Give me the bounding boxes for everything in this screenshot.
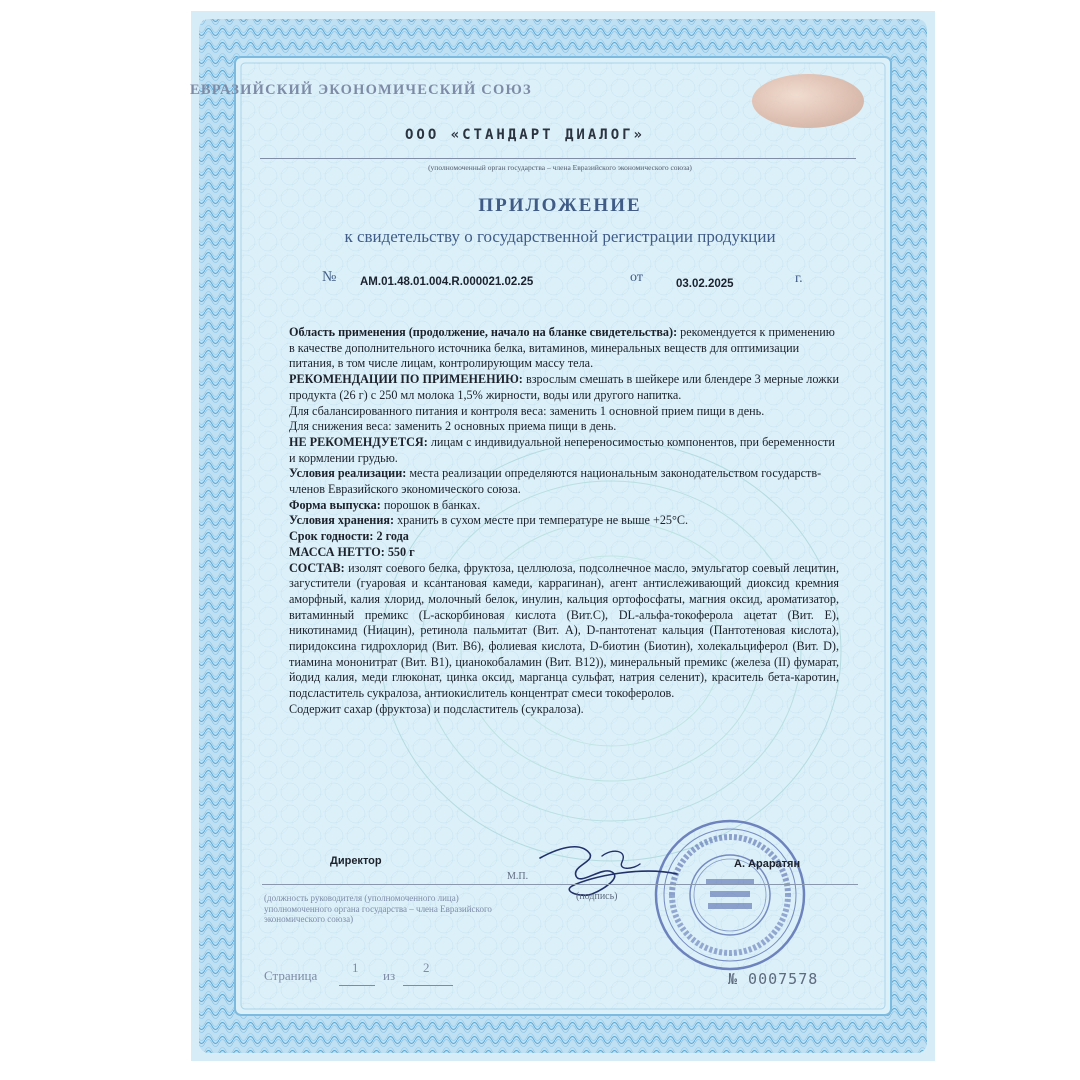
shelf-life: [289, 529, 839, 545]
not-recommend-paragraph: [289, 435, 839, 466]
recommend-paragraph: [289, 372, 839, 403]
signature-line: [262, 884, 858, 885]
not-recommend-label: НЕ РЕКОМЕНДУЕТСЯ:: [289, 434, 428, 449]
document-title: ПРИЛОЖЕНИЕ: [478, 195, 642, 216]
net-mass: [289, 545, 839, 561]
organization-underline: [260, 158, 856, 159]
mp-label: М.П.: [507, 871, 529, 882]
storage-label: Условия хранения:: [289, 513, 395, 528]
position-caption: (должность руководителя (уполномоченного лица) уполномоченного органа государства – члена Евразийского экономического союза): [264, 893, 492, 924]
registration-date: 03.02.2025: [676, 278, 734, 290]
number-sign: №: [322, 269, 337, 285]
signature-caption: (подпись): [576, 891, 618, 902]
from-label: от: [630, 270, 643, 285]
union-header: ЕВРАЗИЙСКИЙ ЭКОНОМИЧЕСКИЙ СОЮЗ: [190, 82, 532, 98]
application-label: Область применения (продолжение, начало на бланке свидетельства):: [289, 325, 678, 339]
organization-caption: (уполномоченный орган государства – члена Евразийского экономического союза): [428, 163, 692, 172]
balanced-paragraph: Для сбалансированного питания и контроля веса: заменить 1 основной прием пищи в день.: [289, 403, 765, 418]
director-name: А. Араратян: [734, 858, 801, 870]
page-of-label: из: [383, 968, 396, 983]
page-label: Страница: [264, 968, 318, 983]
application-paragraph: [289, 325, 839, 372]
page-current-underline: [339, 985, 375, 986]
document-body: [289, 325, 839, 718]
sale-label: Условия реализации:: [289, 466, 407, 481]
form-paragraph: [289, 498, 839, 514]
net-mass-text: МАССА НЕТТО: 550 г: [289, 544, 415, 559]
recommend-label: РЕКОМЕНДАЦИИ ПО ПРИМЕНЕНИЮ:: [289, 372, 523, 387]
shelf-life-text: Срок годности: 2 года: [289, 529, 409, 544]
storage-text: хранить в сухом месте при температуре не выше +25°С.: [394, 513, 689, 528]
director-position: Директор: [330, 855, 382, 867]
composition-text: изолят соевого белка, фруктоза, целлюлоза, подсолнечное масло, эмульгатор соевый лецитин, загустители (гуаровая и ксантановая камеди, каррагинан), агент антислеживающий диоксид кремния аморфный, калия хлорид, молочный белок, инулин, кальция ортофосфаты, магния оксид, ароматизатор, витаминный премикс (L-аскорбиновая кислота (Вит.С), DL-альфа-токоферола ацетат (Вит. Е), никотинамид (Ниацин), ретинола пальмитат (Вит. А), D-пантотенат кальция (Пантотеновая кислота), пиридоксина гидрохлорид (Вит. В6), фолиевая кислота, D-биотин (Биотин), холекальциферол (Вит. D), тиамина мононитрат (Вит. В1), цианокобаламин (Вит. В12)), минеральный премикс (железа (II) фумарат, йодид калия, меди глюконат, цинка оксид, марганца сульфат, натрия селенит), краситель бета-каротин, подсластитель сукралоза, антиокислитель концентрат смеси токоферолов.: [289, 560, 839, 701]
recommend-text: взрослым смешать в шейкере или блендере 3 мерные ложки продукта (26 г) с 250 мл молока 1,5% жирности, воды или другого напитка.: [289, 372, 840, 402]
not-recommend-text: лицам с индивидуальной непереносимостью компонентов, при беременности и кормлении грудью.: [289, 434, 835, 465]
page-total: 2: [423, 960, 430, 975]
form-label: Форма выпуска:: [289, 497, 381, 512]
sugar-note: Содержит сахар (фруктоза) и подсластитель (сукралоза).: [289, 701, 584, 716]
form-text: порошок в банках.: [380, 497, 481, 512]
weightloss-paragraph: Для снижения веса: заменить 2 основных приема пищи в день.: [289, 419, 617, 434]
sale-paragraph: [289, 466, 839, 497]
application-text: рекомендуется к применению в качестве дополнительного источника белка, витаминов, минеральных веществ для оптимизации питания, в том числе лицам, контролирующим массу тела.: [289, 325, 835, 371]
serial-number: № 0007578: [728, 970, 819, 988]
page-current: 1: [352, 960, 359, 975]
registration-number: AM.01.48.01.004.R.000021.02.25: [360, 276, 534, 288]
storage-paragraph: [289, 513, 839, 529]
composition-label: СОСТАВ:: [289, 560, 345, 575]
document-subtitle: к свидетельству о государственной регистрации продукции: [344, 227, 776, 246]
organization-name: ООО «СТАНДАРТ ДИАЛОГ»: [404, 127, 645, 143]
composition-paragraph: [289, 561, 839, 702]
sale-text: места реализации определяются национальным законодательством государств-членов Евразийского экономического союза.: [289, 466, 822, 497]
page-total-underline: [403, 985, 453, 986]
hologram-sticker: [752, 74, 864, 128]
year-label: г.: [795, 271, 803, 286]
